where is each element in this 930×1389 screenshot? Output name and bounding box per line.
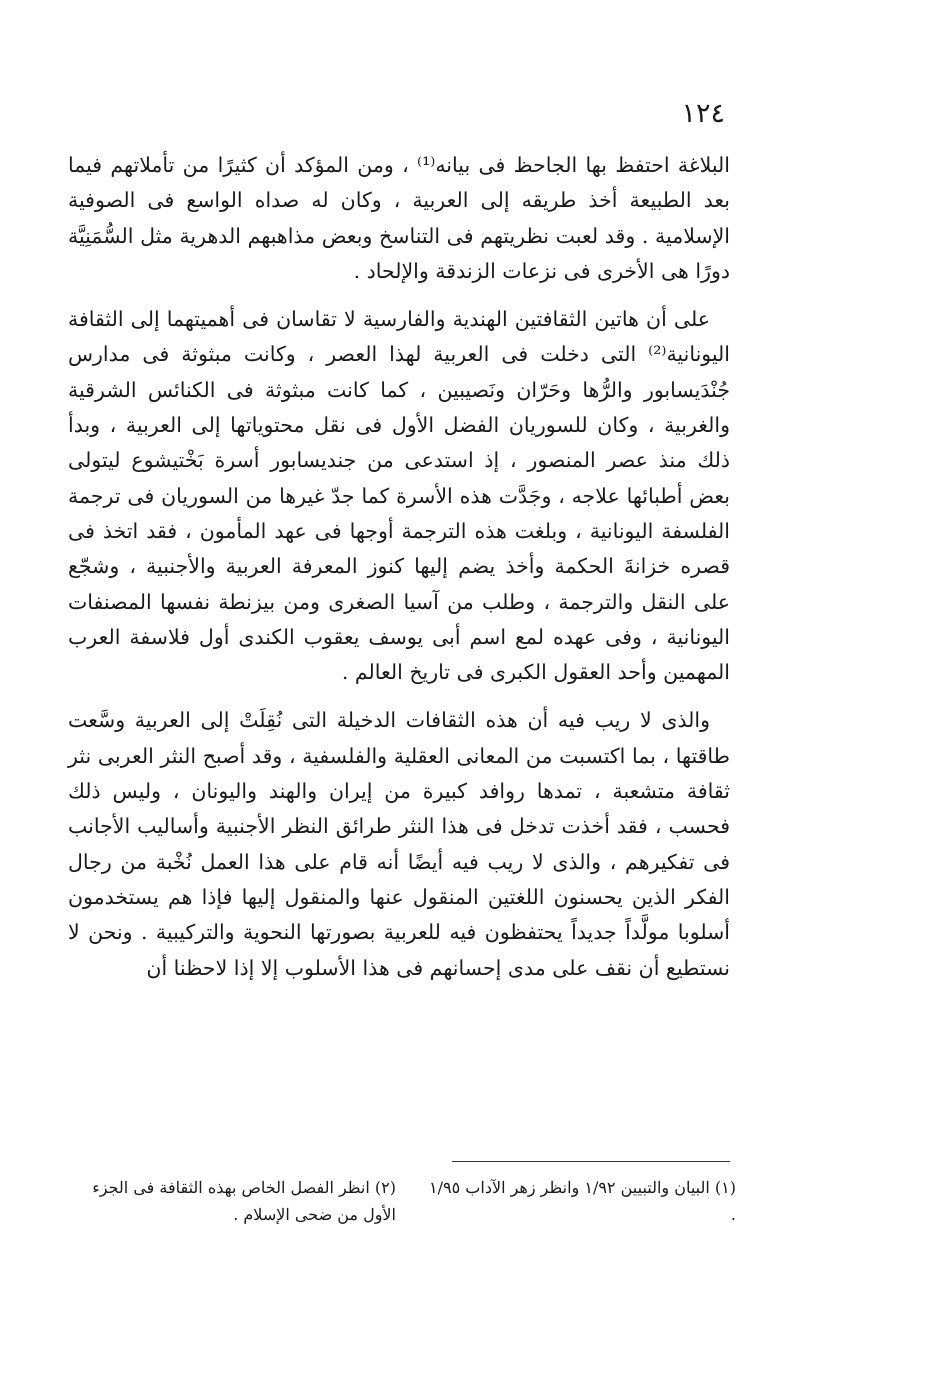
footnote-1: (١) البيان والتبيين ١/٩٢ وانظر زهر الآداب ١/٩٥ . (429, 1178, 736, 1224)
footnote-2: (٢) انظر الفصل الخاص بهذه الثقافة فى الجزء الأول من ضحى الإسلام . (92, 1178, 396, 1224)
paragraph-2: على أن هاتين الثقافتين الهندية والفارسية لا تقاسان فى أهميتهما إلى الثقافة اليونانية⁽²⁾ التى دخلت فى العربية لهذا العصر ، وكانت مبثوثة فى مدارس جُنْدَيسابور والرُّها وحَرّان ونَصيبين ، كما كانت مبثوثة فى الكنائس الشرقية والغربية ، وكان للسوريان الفضل الأول فى نقل محتوياتها إلى العربية ، وبدأ ذلك منذ عصر المنصور ، إذ استدعى من جنديسابور أسرة بَخْتيشوع ليتولى بعض أطبائها علاجه ، وجَدَّت هذه الأسرة كما جدّ غيرها من السوريان فى ترجمة الفلسفة اليونانية ، وبلغت هذه الترجمة أوجها فى عهد المأمون ، فقد اتخذ فى قصره خزانةَ الحكمة وأخذ يضم إليها كنوز المعرفة العربية والأجنبية ، وشجّع على النقل والترجمة ، وطلب من آسيا الصغرى ومن بيزنطة نفسها المصنفات اليونانية ، وفى عهده لمع اسم أبى يوسف يعقوب الكندى أول فلاسفة العرب المهمين وأحد العقول الكبرى فى تاريخ العالم . (68, 307, 730, 685)
paragraph-3: والذى لا ريب فيه أن هذه الثقافات الدخيلة التى نُقِلَتْ إلى العربية وسَّعت طاقتها ، بما اكتسبت من المعانى العقلية والفلسفية ، وقد أصبح النثر العربى نثر ثقافة متشعبة ، تمدها روافد كبيرة من إيران والهند واليونان ، وليس ذلك فحسب ، فقد أخذت تدخل فى هذا النثر طرائق النظر الأجنبية وأساليب الأجانب فى تفكيرهم ، والذى لا ريب فيه أيضًا أنه قام على هذا العمل نُخْبة من رجال الفكر الذين يحسنون اللغتين المنقول عنها والمنقول إليها فإذا هم يستخدمون أسلوبا مولَّداً جديداً يحتفظون فيه للعربية بصورتها النحوية والتركيبية . ونحن لا نستطيع أن نقف على مدى إحسانهم فى هذا الأسلوب إلا إذا لاحظنا أن (68, 708, 730, 980)
main-text (68, 148, 730, 999)
footnote-divider (452, 1161, 730, 1162)
page-number: ١٢٤ (681, 98, 725, 129)
paragraph-1: البلاغة احتفظ بها الجاحظ فى بيانه⁽¹⁾ ، ومن المؤكد أن كثيرًا من تأملاتهم فيما بعد الطبيعة أخذ طريقه إلى العربية ، وكان له صداه الواسع فى الصوفية الإسلامية . وقد لعبت نظريتهم فى التناسخ وبعض مذاهبهم الدهرية مثل السُّمَنِيَّة دورًا هى الأخرى فى نزعات الزندقة والإلحاد . (68, 153, 730, 283)
footnotes (76, 1174, 736, 1228)
